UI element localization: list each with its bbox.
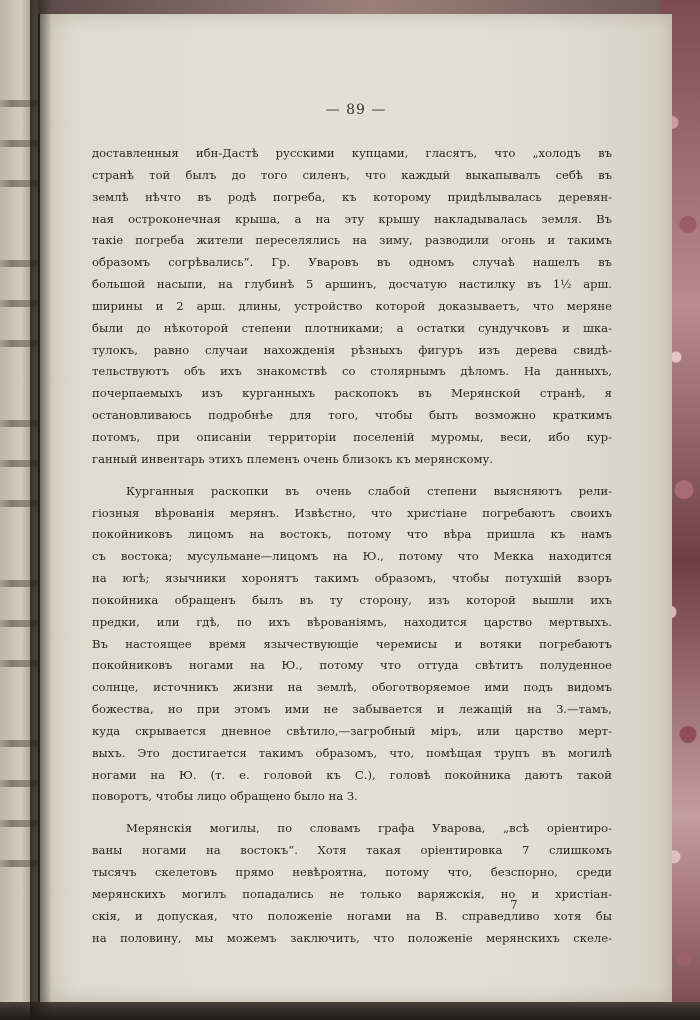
text-line: были до нѣкоторой степени плотниками; а остатки сундучковъ и шка- xyxy=(92,320,612,335)
text-line: остановливаюсь подробнѣе для того, чтобы быть возможно краткимъ xyxy=(92,408,612,423)
signature-mark: 7 xyxy=(510,898,518,912)
body-text xyxy=(92,143,612,959)
text-line: ганный инвентарь этихъ племенъ очень близокъ къ мерянскому. xyxy=(92,451,494,466)
text-line: ная остроконечная крыша, а на эту крышу накладывалась земля. Въ xyxy=(92,211,612,226)
text-line: тулокъ, равно случаи нахожденія рѣзныхъ фигуръ изъ дерева свидѣ- xyxy=(92,342,612,357)
text-line: тысячъ скелетовъ прямо невѣроятна, потому что, безспорно, среди xyxy=(92,865,612,879)
book-top-edge xyxy=(38,0,700,14)
text-line: куда скрывается дневное свѣтило,—загробный міръ, или царство мерт- xyxy=(92,723,612,738)
text-line: образомъ согрѣвались“. Гр. Уваровъ въ одномъ случаѣ нашелъ въ xyxy=(92,255,612,270)
text-line: покойниковъ лицомъ на востокъ, потому что вѣра пришла къ намъ xyxy=(92,527,612,542)
text-line: Курганныя раскопки въ очень слабой степени выясняютъ рели- xyxy=(126,483,612,498)
text-line: потомъ, при описаніи территоріи поселеній муромы, веси, ибо кур- xyxy=(92,429,612,444)
text-line: предки, или гдѣ, по ихъ вѣрованіямъ, находится царство мертвыхъ. xyxy=(92,614,612,629)
text-line: скія, и допуская, что положеніе ногами на В. справедливо хотя бы xyxy=(92,908,612,923)
text-line: покойниковъ ногами на Ю., потому что оттуда свѣтитъ полуденное xyxy=(92,658,612,673)
text-line: большой насыпи, на глубинѣ 5 аршинъ, досчатую настилку въ 1½ арш. xyxy=(92,277,612,292)
text-line: божества, но при этомъ ими не забывается и лежащій на З.—тамъ, xyxy=(92,702,612,717)
binding-shadow xyxy=(30,0,52,1020)
text-line: поворотъ, чтобы лицо обращено было на З. xyxy=(92,789,358,804)
text-line: съ востока; мусульмане—лицомъ на Ю., потому что Мекка находится xyxy=(92,549,612,564)
paragraph xyxy=(92,818,612,949)
text-line: почерпаемыхъ изъ курганныхъ раскопокъ въ Мерянской странѣ, я xyxy=(92,386,612,401)
text-line: странѣ той былъ до того силенъ, что каждый выкапывалъ себѣ въ xyxy=(92,167,612,182)
text-line: на югѣ; язычники хоронятъ такимъ образомъ, чтобы потухшій взоръ xyxy=(92,571,612,586)
text-line: доставленныя ибн-Дастѣ русскими купцами, гласятъ, что „холодъ въ xyxy=(92,146,612,160)
text-line: ваны ногами на востокъ“. Хотя такая оріентировка 7 слишкомъ xyxy=(92,843,612,858)
paragraph xyxy=(92,143,612,471)
text-line: выхъ. Это достигается такимъ образомъ, что, помѣщая трупъ въ могилѣ xyxy=(92,745,612,760)
text-line: Мерянскія могилы, по словамъ графа Уварова, „всѣ оріентиро- xyxy=(126,821,612,836)
text-line: землѣ нѣчто въ родѣ погреба, къ которому придѣлывалась деревян- xyxy=(92,189,612,204)
book-page xyxy=(40,14,672,1002)
text-line: мерянскихъ могилъ попадались не только варяжскія, но и христіан- xyxy=(92,886,612,901)
text-line: такіе погреба жители переселялись на зиму, разводили огонь и такимъ xyxy=(92,233,612,248)
text-line: гіозныя вѣрованія мерянъ. Извѣстно, что христіане погребаютъ своихъ xyxy=(92,505,612,520)
text-line: ширины и 2 арш. длины, устройство которой доказываетъ, что меряне xyxy=(92,298,612,313)
text-line: солнце, источникъ жизни на землѣ, обоготворяемое ими подъ видомъ xyxy=(92,680,612,695)
text-line: тельствуютъ объ ихъ знакомствѣ со столярнымъ дѣломъ. На данныхъ, xyxy=(92,364,612,379)
paragraph xyxy=(92,481,612,809)
book-bottom-edge xyxy=(0,1002,700,1020)
text-line: на половину, мы можемъ заключить, что положеніе мерянскихъ скеле- xyxy=(92,930,612,945)
text-line: покойника обращенъ былъ въ ту сторону, изъ которой вышли ихъ xyxy=(92,592,612,607)
text-line: ногами на Ю. (т. е. головой къ С.), головѣ покойника даютъ такой xyxy=(92,767,612,782)
page-number: — 89 — xyxy=(325,102,387,118)
text-line: Въ настоящее время язычествующіе черемисы и вотяки погребаютъ xyxy=(92,636,612,651)
